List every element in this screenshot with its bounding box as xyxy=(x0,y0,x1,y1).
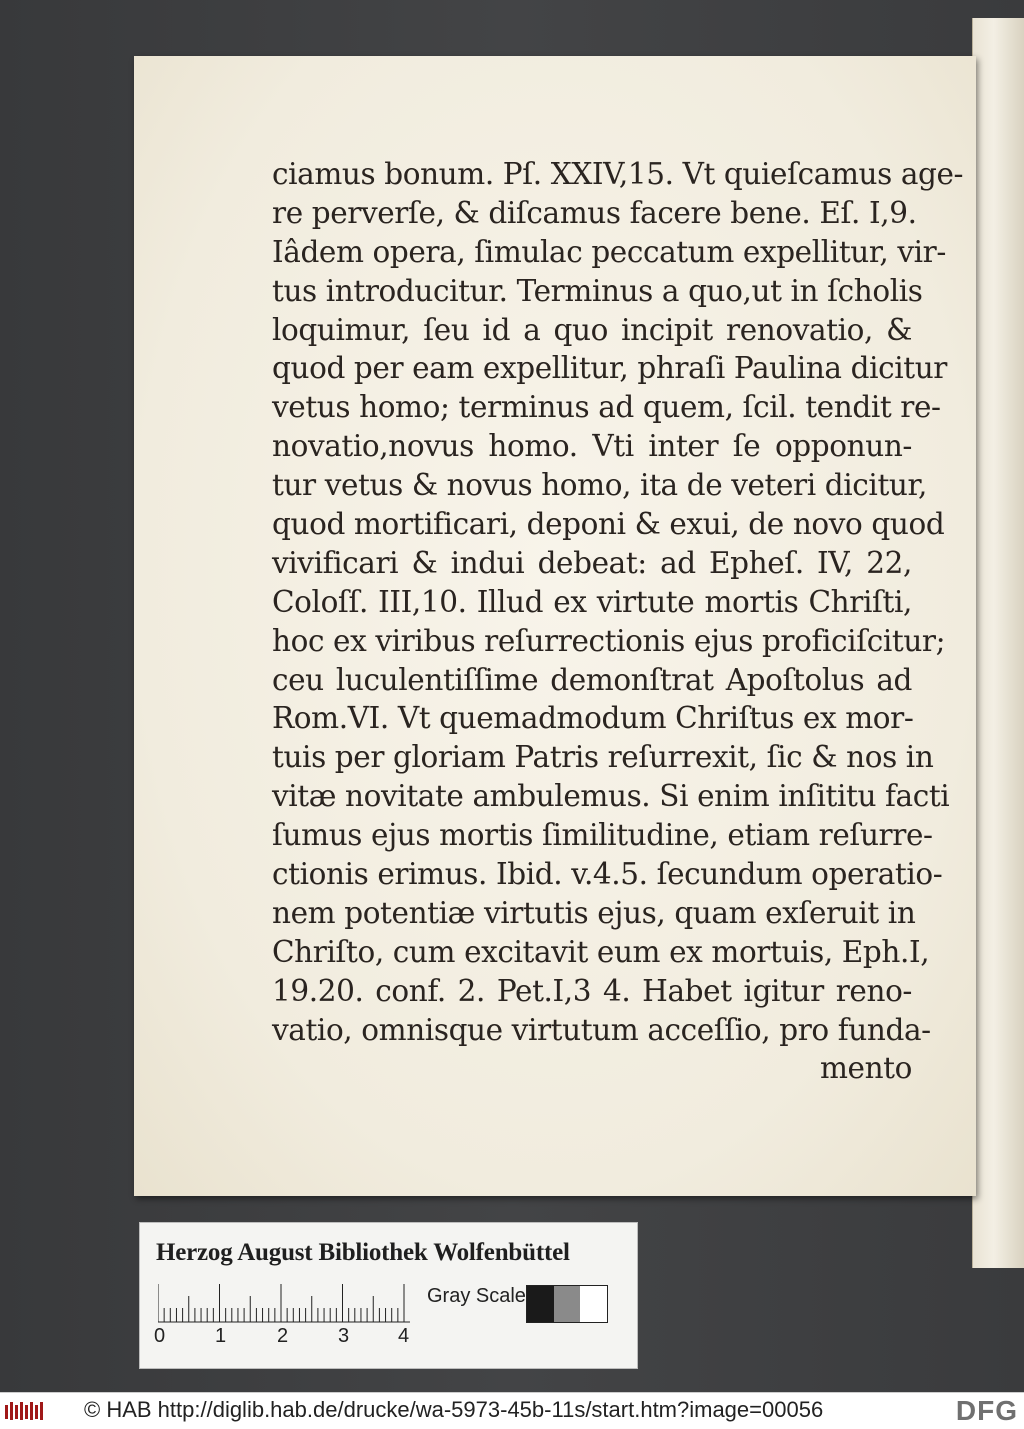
text-line: ſumus ejus mortis ſimilitudine, etiam reſurre- xyxy=(272,818,933,853)
text-line: tuis per gloriam Patris reſurrexit, ſic & nos in xyxy=(272,740,934,775)
text-line: ciamus bonum. Pſ. XXIV,15. Vt quieſcamus age- xyxy=(272,157,964,191)
text-line: vatio, omnisque virtutum acceſſio, pro funda- xyxy=(272,1012,931,1047)
text-line: ctionis erimus. Ibid. v.4.5. ſecundum operatio- xyxy=(272,857,943,892)
ruler-number: 1 xyxy=(215,1325,227,1347)
copyright-link[interactable]: © HAB http://diglib.hab.de/drucke/wa-5973-45b-11s/start.htm?image=00056 xyxy=(84,1397,824,1422)
text-line: re perverſe, & diſcamus facere bene. Eſ. I,9. xyxy=(272,195,917,230)
text-line: quod mortificari, deponi & exui, de novo quod xyxy=(272,507,945,542)
library-label-card xyxy=(139,1222,638,1369)
text-line: 19.20. conf. 2. Pet.I,3 4. Habet igitur reno- xyxy=(272,973,912,1008)
library-name: Herzog August Bibliothek Wolfenbüttel xyxy=(156,1239,570,1266)
gray-scale-swatches xyxy=(526,1285,608,1323)
text-line: vitæ novitate ambulemus. Si enim inſititu facti xyxy=(272,779,950,814)
ruler-number: 3 xyxy=(338,1325,350,1347)
ruler-number: 0 xyxy=(154,1325,166,1347)
text-line: Chriſto, cum excitavit eum ex mortuis, Eph.I, xyxy=(272,934,930,969)
gray-swatch-mid xyxy=(554,1286,581,1322)
footer-bar xyxy=(0,1392,1024,1429)
hab-logo-icon xyxy=(4,1399,44,1423)
facing-page-edge xyxy=(972,18,1024,1268)
text-line: tur vetus & novus homo, ita de veteri dicitur, xyxy=(272,468,927,503)
page-text xyxy=(272,155,964,1088)
text-line: Coloſſ. III,10. Illud ex virtute mortis Chriſti, xyxy=(272,584,912,619)
text-line: Rom.VI. Vt quemadmodum Chriſtus ex mor- xyxy=(272,701,914,736)
text-line: nem potentiæ virtutis ejus, quam exſeruit in xyxy=(272,895,916,930)
gray-swatch-light xyxy=(580,1286,607,1322)
gray-scale-label: Gray Scale xyxy=(427,1285,526,1307)
text-line: vivificari & indui debeat: ad Epheſ. IV, 22, xyxy=(272,545,912,580)
text-line: hoc ex viribus reſurrectionis ejus proficiſcitur; xyxy=(272,623,946,658)
text-line: vetus homo; terminus ad quem, ſcil. tendit re- xyxy=(272,390,941,425)
text-line: ceu luculentiſſime demonſtrat Apoſtolus ad xyxy=(272,662,912,697)
text-line: novatio,novus homo. Vti inter ſe opponun- xyxy=(272,429,912,464)
ruler-number: 2 xyxy=(277,1325,289,1347)
ruler-number: 4 xyxy=(398,1325,410,1347)
text-line: loquimur, ſeu id a quo incipit renovatio, & xyxy=(272,312,912,347)
measurement-ruler xyxy=(158,1283,410,1323)
gray-swatch-dark xyxy=(527,1286,554,1322)
dfg-logo: DFG xyxy=(955,1395,1018,1426)
text-line: Iâdem opera, ſimulac peccatum expellitur, vir- xyxy=(272,234,946,269)
catchword: mento xyxy=(819,1051,912,1086)
text-line: quod per eam expellitur, phraſi Paulina dicitur xyxy=(272,351,948,386)
text-line: tus introducitur. Terminus a quo,ut in ſcholis xyxy=(272,273,923,308)
